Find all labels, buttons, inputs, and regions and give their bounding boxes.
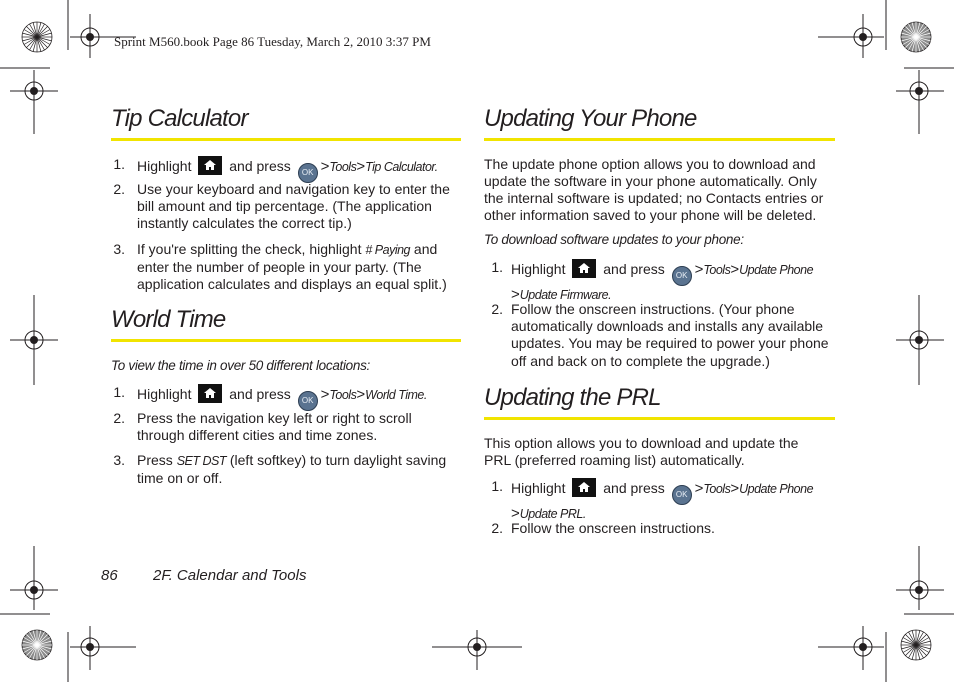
home-key-icon [198,384,222,403]
menu-path-item: Tools [329,160,357,174]
ok-key-icon: OK [298,391,318,411]
menu-path-item: Update PRL. [519,507,586,521]
menu-path-item: Tools [329,388,357,402]
menu-path-item: World Time. [365,388,427,402]
ok-key-icon: OK [298,163,318,183]
footer-section-title: 2F. Calendar and Tools [153,567,307,584]
step-text: Follow the onscreen instructions. [511,520,715,536]
section-rule [484,417,835,420]
home-key-icon [572,478,596,497]
step-text: Highlight and press OK >Tools>Update Phone >Update Firmware. [511,261,814,303]
step-text: Press SET DST (left softkey) to turn daylight saving time on or off. [137,452,447,487]
step-text: Follow the onscreen instructions. (Your phone automatically downloads and installs any available updates. You may be required to power your phone off and back on to complete the upgrade.) [511,301,829,369]
step-number: 1. [491,478,503,494]
section-title-updating-the-prl: Updating the PRL [484,384,661,411]
step-number: 3. [113,452,125,468]
ok-key-icon: OK [672,485,692,505]
procedure-intro: To view the time in over 50 different locations: [111,358,370,373]
step-number: 2. [491,520,503,536]
section-title-world-time: World Time [111,306,226,333]
home-key-icon [572,259,596,278]
softkey-label: # Paying [365,243,411,257]
step-text: Press the navigation key left or right to scroll through different cities and time zones. [137,410,412,444]
print-header: Sprint M560.book Page 86 Tuesday, March 2, 2010 3:37 PM [114,34,431,49]
ok-key-icon: OK [672,266,692,286]
section-title-updating-your-phone: Updating Your Phone [484,105,697,132]
section-paragraph: The update phone option allows you to download and update the software in your phone automatically. Only the internal software is updated; no Contacts entries or other information saved to your phone will be deleted. [484,156,824,223]
menu-path-item: Tools [703,482,731,496]
section-rule [111,138,461,141]
section-paragraph: This option allows you to download and update the PRL (preferred roaming list) automatically. [484,435,799,468]
procedure-intro: To download software updates to your phone: [484,232,744,247]
menu-path-item: Update Phone [739,482,814,496]
step-text: Highlight and press OK >Tools>Tip Calculator. [137,156,438,183]
menu-path-item: Tip Calculator. [365,160,438,174]
step-number: 1. [491,259,503,275]
step-highlight-text: Highlight [137,158,192,174]
step-number: 2. [113,410,125,426]
step-press-text: and press [229,158,291,174]
step-text: If you're splitting the check, highlight # Paying and enter the number of people in your party. (The application calculates and displays an equal split.) [137,241,447,293]
menu-path-item: Tools [703,263,731,277]
step-text: Highlight and press OK >Tools>Update Phone >Update PRL. [511,480,814,522]
step-number: 3. [113,241,125,257]
softkey-label: SET DST [176,454,226,468]
section-rule [484,138,835,141]
menu-path-item: Update Firmware. [519,288,612,302]
section-rule [111,339,461,342]
page-number: 86 [101,567,118,584]
step-number: 1. [113,156,125,172]
step-text: Highlight and press OK >Tools>World Time. [137,384,427,411]
home-key-icon [198,156,222,175]
step-number: 2. [491,301,503,317]
menu-path-item: Update Phone [739,263,814,277]
step-number: 1. [113,384,125,400]
step-text: Use your keyboard and navigation key to enter the bill amount and tip percentage. (The application instantly calculates the correct tip.) [137,181,450,232]
section-title-tip-calculator: Tip Calculator [111,105,248,132]
step-number: 2. [113,181,125,197]
